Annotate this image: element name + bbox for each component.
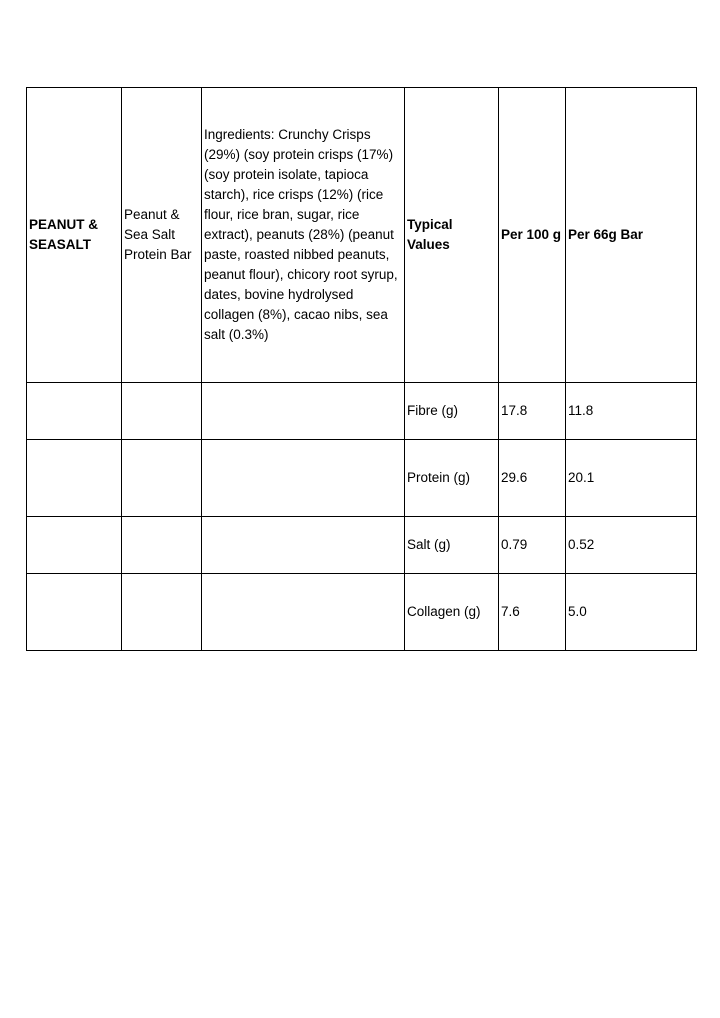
empty-cell <box>122 383 202 440</box>
empty-cell <box>122 517 202 574</box>
table-row <box>27 383 697 440</box>
per-100g-header: Per 100 g <box>499 88 566 383</box>
table-row <box>27 440 697 517</box>
empty-cell <box>27 574 122 651</box>
empty-cell <box>122 574 202 651</box>
per-100g-value: 17.8 <box>499 383 566 440</box>
per-100g-value: 7.6 <box>499 574 566 651</box>
nutrient-label: Fibre (g) <box>405 383 499 440</box>
per-100g-value: 0.79 <box>499 517 566 574</box>
empty-cell <box>202 383 405 440</box>
nutrient-label: Protein (g) <box>405 440 499 517</box>
per-bar-header: Per 66g Bar <box>566 88 697 383</box>
empty-cell <box>27 440 122 517</box>
product-code-cell: PEANUT & SEASALT <box>27 88 122 383</box>
per-100g-value: 29.6 <box>499 440 566 517</box>
per-bar-value: 11.8 <box>566 383 697 440</box>
empty-cell <box>202 440 405 517</box>
per-bar-value: 5.0 <box>566 574 697 651</box>
table-row <box>27 574 697 651</box>
typical-values-header: Typical Values <box>405 88 499 383</box>
empty-cell <box>202 574 405 651</box>
empty-cell <box>122 440 202 517</box>
nutrient-label: Collagen (g) <box>405 574 499 651</box>
ingredients-cell: Ingredients: Crunchy Crisps (29%) (soy protein crisps (17%) (soy protein isolate, tapioca starch), rice crisps (12%) (rice flour, rice bran, sugar, rice extract), peanuts (28%) (peanut paste, roasted nibbed peanuts, peanut flour), chicory root syrup, dates, bovine hydrolysed collagen (8%), cacao nibs, sea salt (0.3%) <box>202 88 405 383</box>
table-header-row <box>27 88 697 383</box>
nutrition-table <box>26 87 697 651</box>
table-row <box>27 517 697 574</box>
product-name-cell: Peanut & Sea Salt Protein Bar <box>122 88 202 383</box>
per-bar-value: 20.1 <box>566 440 697 517</box>
per-bar-value: 0.52 <box>566 517 697 574</box>
empty-cell <box>27 517 122 574</box>
empty-cell <box>27 383 122 440</box>
empty-cell <box>202 517 405 574</box>
nutrient-label: Salt (g) <box>405 517 499 574</box>
